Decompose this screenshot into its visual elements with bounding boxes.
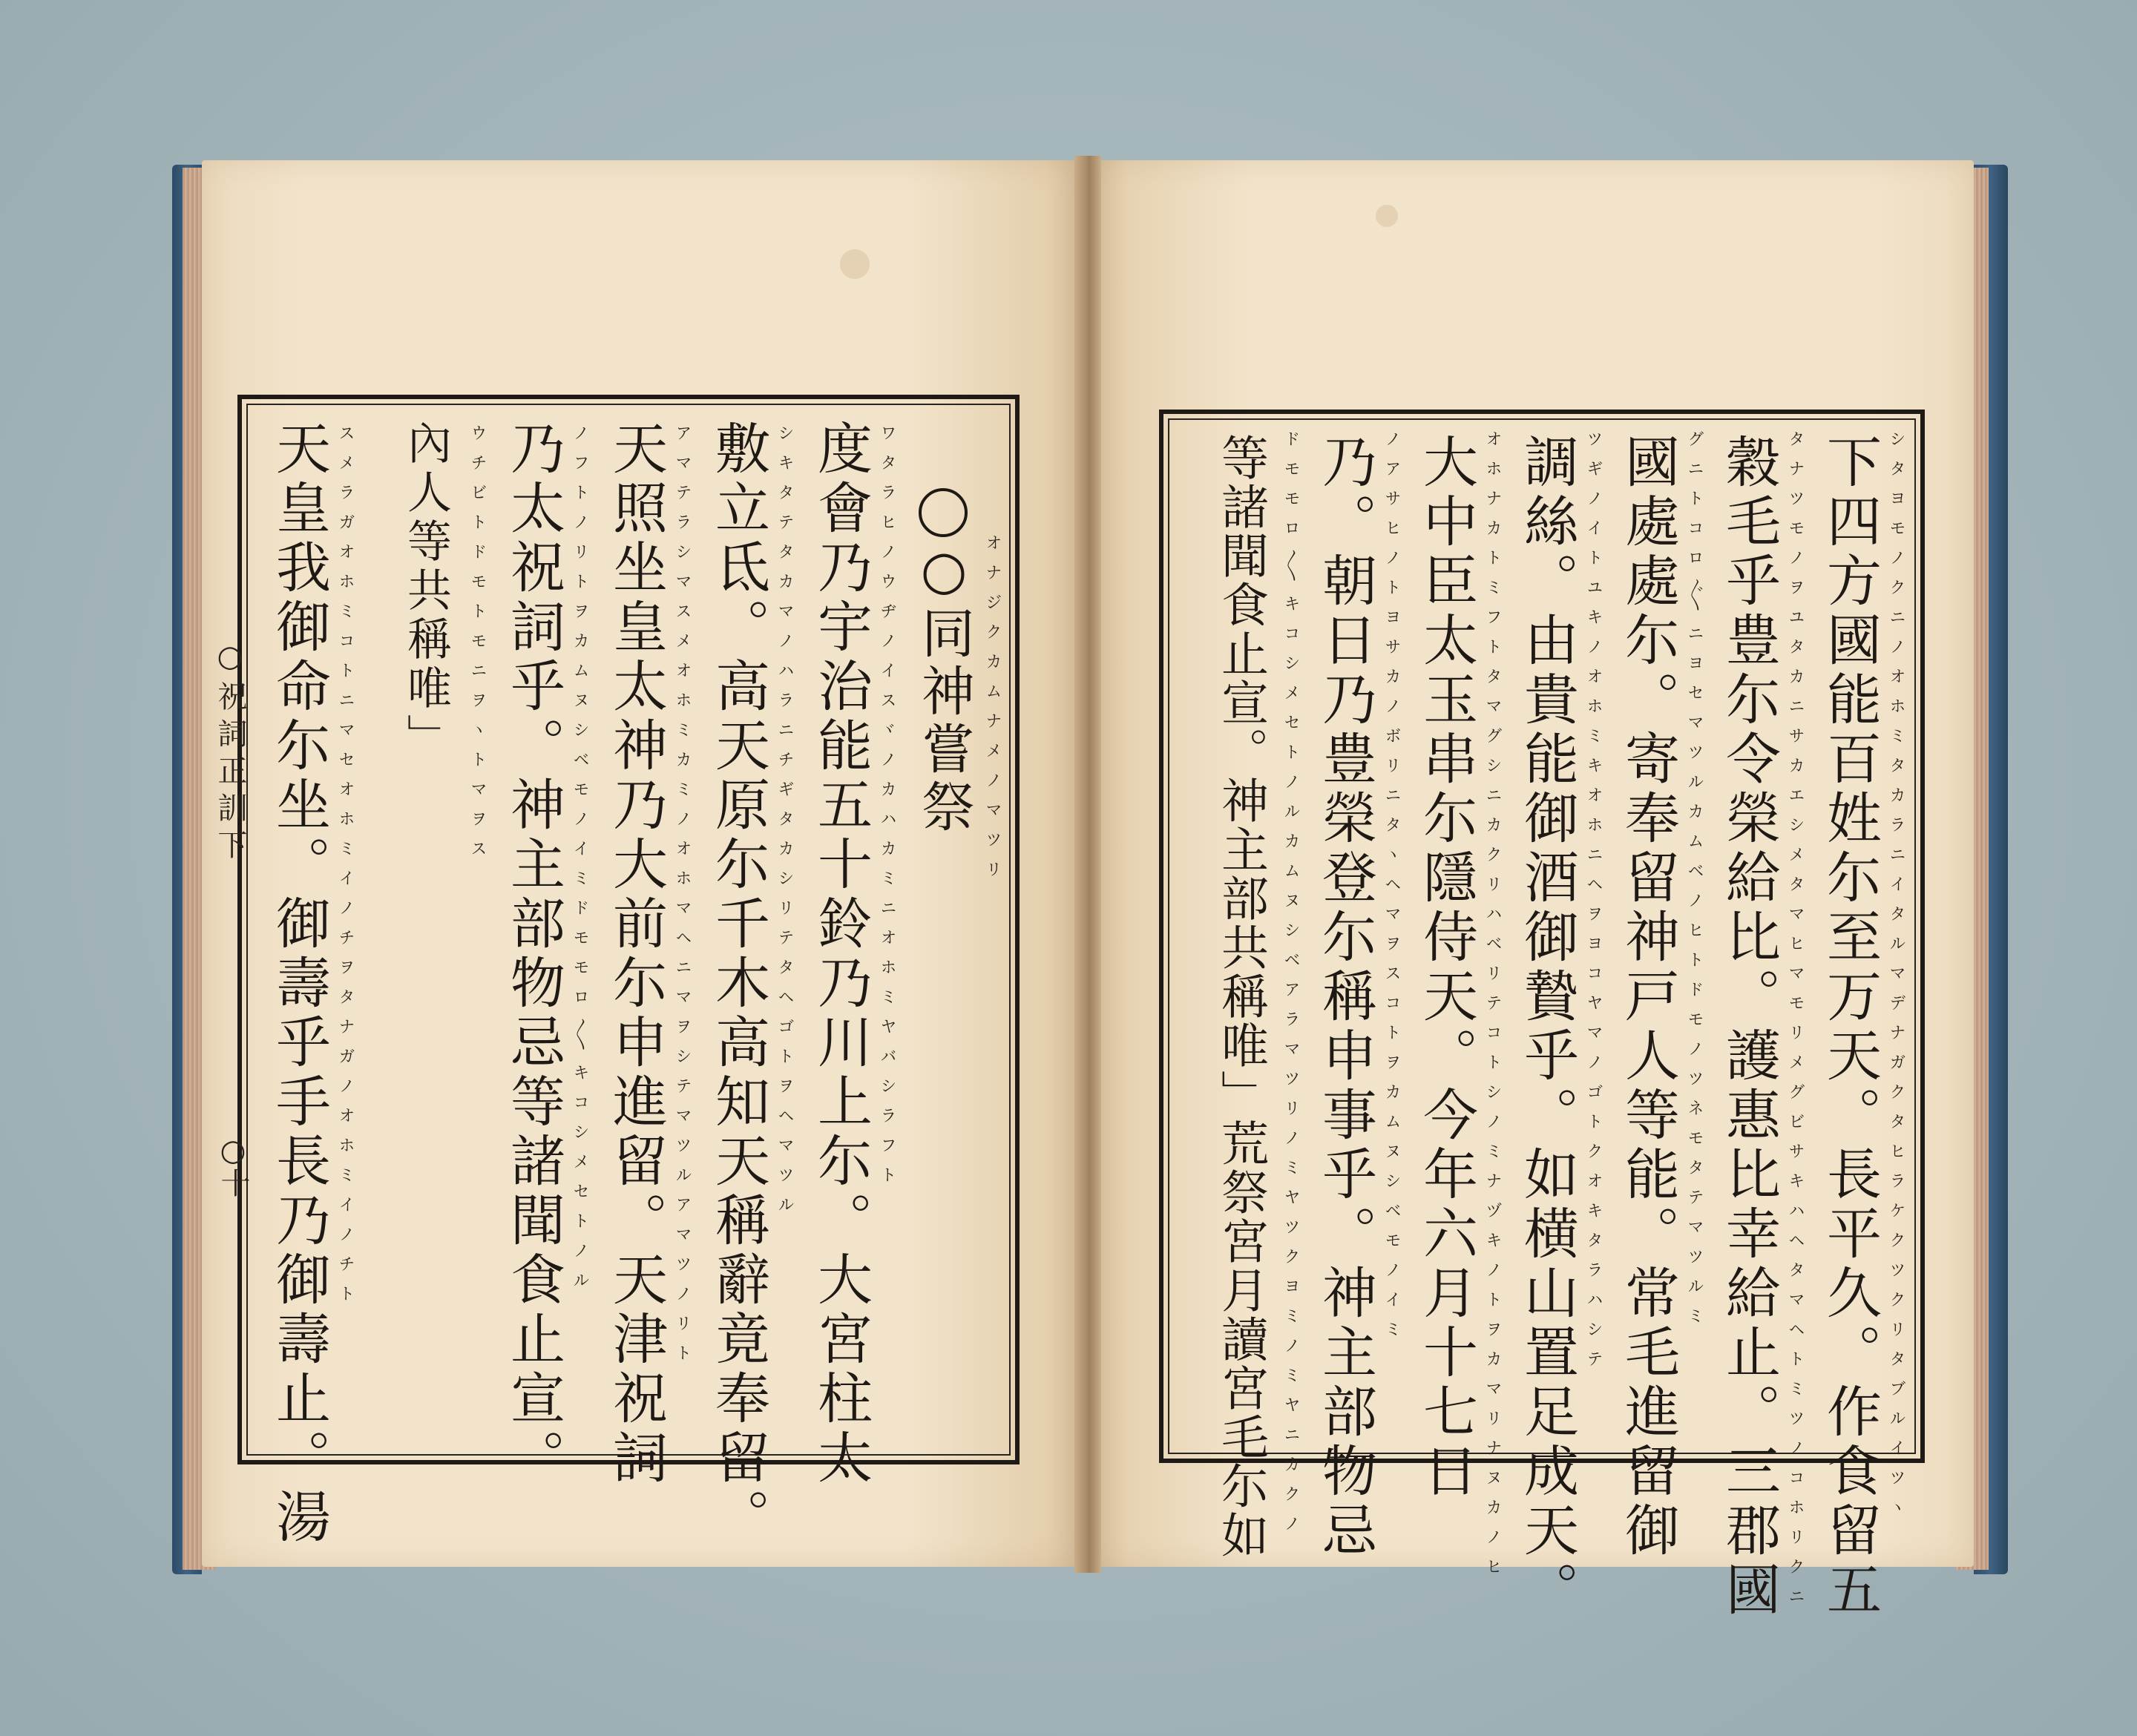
text-column-right-3: 國處處尓。寄奉留神戸人等能。常毛進留御 <box>1616 433 1680 1561</box>
ruby-left-6: ウチビトドモトモニヲヽトマヲス <box>468 424 487 869</box>
ruby-right-5: オホナカトミフトタマグシニカクリハベリテコトシノミナヅキノトヲカマリナヌカノヒ <box>1483 430 1502 1588</box>
ruby-right-2: タナツモノヲユタカニサカエシメタマヒマモリメグビサキハヘタマヘトミツノコホリクニ <box>1786 430 1805 1617</box>
ruby-left-2: ワタラヒノウヂノイスヾノカハカミニオホミヤバシラフト <box>878 424 896 1196</box>
text-column-left-5: 乃太祝詞乎。神主部物忌等諸聞食止宣。 <box>502 420 565 1488</box>
text-column-left-6: 內人等共稱唯」 <box>400 420 452 763</box>
ruby-right-1: シタヨモノクニノオホミタカラニイタルマデナガクタヒラケクツクリタブルイツヽ <box>1887 430 1905 1528</box>
margin-title: ○祝詞正訓下 <box>213 640 247 867</box>
text-column-right-6: 乃。朝日乃豊榮登尓稱申事乎。神主部物忌 <box>1313 433 1377 1561</box>
page-number: ○十 <box>216 1134 250 1197</box>
ruby-right-6: ノアサヒノトヨサカノボリニタヽヘマヲスコトヲカムヌシベモノイミ <box>1382 430 1401 1350</box>
ruby-left-5: ノフトノリトヲカムヌシベモノイミドモモロ〳〵キコシメセトノル <box>571 424 589 1301</box>
ruby-left-7: スメラガオホミコトニマセオホミイノチヲタナガノオホミイノチト <box>336 424 355 1315</box>
ruby-left-3: シキタテタカマノハラニチギタカシリテタヘゴトヲヘマツル <box>775 424 794 1226</box>
ruby-left-4: アマテラシマスメオホミカミノオホマヘニマヲシテマツルアマツノリト <box>673 424 692 1374</box>
ruby-right-4: ツギノイトユキノオホミキオホニヘヲヨコヤマノゴトクオキタラハシテ <box>1584 430 1603 1380</box>
text-column-left-3: 敷立氐。高天原尓千木高知天稱辭竟奉留。 <box>706 420 770 1548</box>
paper-stain <box>840 249 870 279</box>
text-column-right-2: 穀毛乎豊尓令榮給比。護惠比幸給止。三郡國 <box>1717 433 1781 1620</box>
text-column-right-5: 大中臣太玉串尓隱侍天。今年六月十七日 <box>1414 433 1478 1502</box>
text-column-left-7: 天皇我御命尓坐。御壽乎手長乃御壽止。湯 <box>267 420 331 1548</box>
text-column-left-2: 度會乃宇治能五十鈴乃川上尓。大宮柱太 <box>809 420 873 1488</box>
text-column-right-7: 等諸聞食止宣。神主部共稱唯」荒祭宮月讀宮毛尓如 <box>1213 433 1268 1559</box>
text-column-right-4: 調絲。由貴能御酒御贄乎。如横山置足成天。 <box>1515 433 1579 1620</box>
paper-stain <box>1376 205 1398 227</box>
section-heading: ○同神嘗祭 <box>913 539 975 837</box>
ruby-left-1: オナジクカムナメノマツリ <box>983 534 1002 890</box>
ruby-right-7: ドモモロ〳〵キコシメセトノルカムヌシベアラマツリノミヤツクヨミノミヤニカクノ <box>1281 430 1300 1545</box>
circle-mark-icon <box>919 488 968 537</box>
book-gutter <box>1074 156 1101 1573</box>
ruby-right-3: グニトコロ〴〵ニヨセマツルカムベノヒトドモノツネモタテマツルミ <box>1685 430 1704 1337</box>
text-column-right-1: 下四方國能百姓尓至万天。長平久。作食留五 <box>1818 433 1882 1620</box>
text-column-left-4: 天照坐皇太神乃大前尓申進留。天津祝詞 <box>604 420 668 1488</box>
